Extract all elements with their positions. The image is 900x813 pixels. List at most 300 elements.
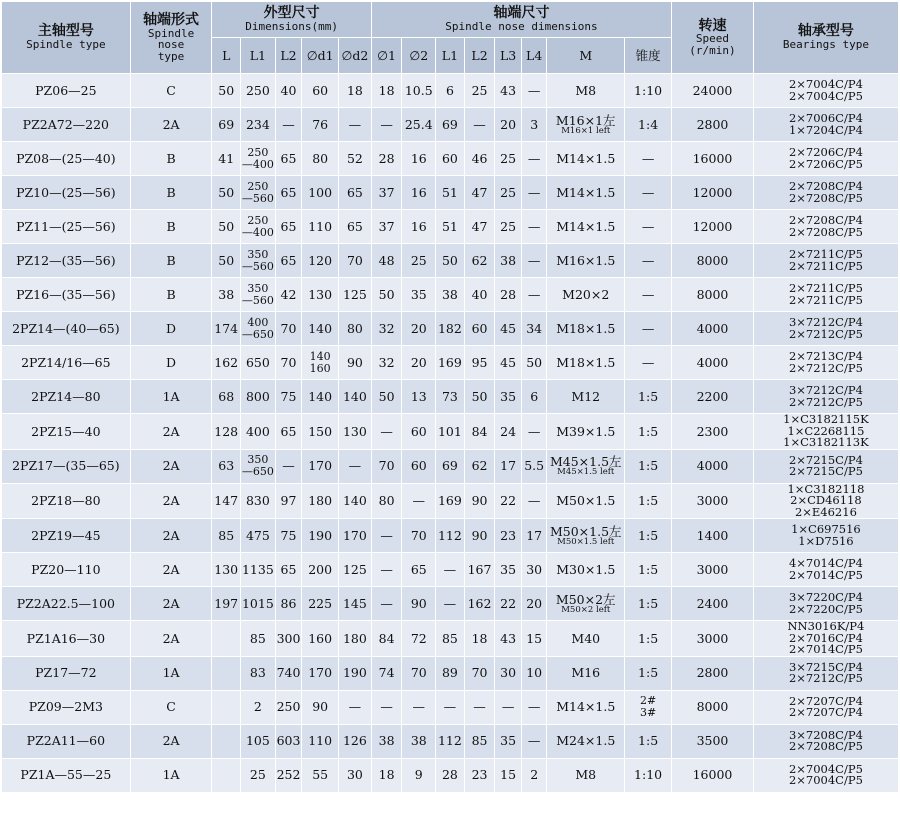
- thread-spec: M14×1.5: [556, 218, 616, 234]
- cell-bearings-line: 2×7211C/P5: [788, 281, 863, 295]
- cell-nL3: 25: [495, 210, 522, 244]
- cell-L1: [241, 690, 276, 724]
- cell-L: 147: [212, 483, 241, 519]
- cell-taper-line: —: [641, 252, 655, 268]
- cell-nL4: —: [521, 142, 547, 176]
- cell-L2: 65: [275, 414, 302, 450]
- cell-L1-line: —400: [241, 157, 274, 171]
- cell-n2: 13: [402, 380, 436, 414]
- header-model-zh: 主轴型号: [37, 23, 94, 40]
- cell-taper: [625, 483, 672, 519]
- thread-spec: M8: [575, 767, 597, 783]
- table-row: [2, 176, 899, 210]
- cell-d1: [302, 244, 339, 278]
- cell-nose: 1A: [130, 758, 212, 792]
- cell-speed: 12000: [672, 176, 754, 210]
- cell-nL1: 85: [436, 621, 465, 657]
- thread-spec: M14×1.5: [556, 184, 616, 200]
- cell-nL2: 62: [464, 449, 495, 483]
- cell-M: [547, 449, 625, 483]
- cell-d1: [302, 142, 339, 176]
- cell-L1-line: 1135: [241, 561, 274, 577]
- cell-d2: 130: [339, 414, 372, 450]
- cell-L1: [241, 449, 276, 483]
- cell-n1: 37: [371, 176, 402, 210]
- cell-M: [547, 519, 625, 553]
- cell-nose: 2A: [130, 414, 212, 450]
- thread-spec: M16: [571, 665, 601, 681]
- cell-nL1: —: [436, 587, 465, 621]
- cell-L1: [241, 414, 276, 450]
- cell-taper: [625, 690, 672, 724]
- cell-taper: [625, 553, 672, 587]
- cell-L1-line: 2: [253, 699, 262, 715]
- cell-nL2: 162: [464, 587, 495, 621]
- cell-L: 197: [212, 587, 241, 621]
- cell-taper: [625, 74, 672, 108]
- cell-d2: 145: [339, 587, 372, 621]
- cell-M: [547, 621, 625, 657]
- cell-d2: 18: [339, 74, 372, 108]
- cell-taper-line: 1:5: [638, 527, 659, 543]
- cell-nose: 2A: [130, 587, 212, 621]
- cell-nL2: 167: [464, 553, 495, 587]
- cell-nose: B: [130, 176, 212, 210]
- cell-M: [547, 553, 625, 587]
- cell-nL1: 112: [436, 519, 465, 553]
- cell-bearings-line: 2×7211C/P5: [788, 292, 863, 307]
- cell-nL4: —: [521, 724, 547, 758]
- thread-spec: M30×1.5: [556, 561, 616, 577]
- cell-n1: 38: [371, 724, 402, 758]
- table-row: [2, 108, 899, 142]
- cell-model: PZ2A22.5—100: [2, 587, 131, 621]
- thread-spec: M12: [571, 388, 601, 404]
- header-speed: [672, 2, 754, 74]
- cell-L2: 65: [275, 244, 302, 278]
- cell-nL1: 28: [436, 758, 465, 792]
- cell-taper-line: 1:5: [638, 458, 659, 474]
- cell-L1: [241, 278, 276, 312]
- cell-n2: 20: [402, 312, 436, 346]
- cell-nose: C: [130, 74, 212, 108]
- cell-taper-line: 1:5: [638, 595, 659, 611]
- cell-L1-line: 350: [247, 281, 269, 295]
- cell-d2: 52: [339, 142, 372, 176]
- cell-bearings-line: 2×7207C/P4: [788, 705, 863, 719]
- cell-L1-line: 85: [249, 630, 266, 646]
- subheader-cell: ∅d2: [339, 38, 372, 74]
- cell-bearings-line: 2×7208C/P4: [788, 179, 863, 193]
- cell-speed: 4000: [672, 312, 754, 346]
- cell-L1-line: 350: [247, 453, 269, 467]
- cell-L1: [241, 621, 276, 657]
- thread-spec: M50×2左: [555, 591, 616, 607]
- cell-bearings-line: 2×7004C/P5: [788, 88, 863, 103]
- cell-M: [547, 278, 625, 312]
- cell-n1: 80: [371, 483, 402, 519]
- cell-nL4: —: [521, 244, 547, 278]
- cell-L: [212, 656, 241, 690]
- subheader-cell: ∅d1: [302, 38, 339, 74]
- cell-bearings-line: 1×C2268115: [787, 423, 865, 438]
- cell-bearings: [753, 553, 898, 587]
- cell-nL3: 35: [495, 553, 522, 587]
- cell-bearings: [753, 621, 898, 657]
- cell-n2: 60: [402, 449, 436, 483]
- cell-taper-line: 3#: [639, 706, 657, 719]
- thread-spec-note: M45×1.5 left: [557, 467, 615, 478]
- cell-nL2: 90: [464, 519, 495, 553]
- cell-nL3: 30: [495, 656, 522, 690]
- subheader-cell: M: [547, 38, 625, 74]
- cell-n2: —: [402, 690, 436, 724]
- cell-nose: B: [130, 142, 212, 176]
- cell-d1-line: 110: [308, 218, 333, 234]
- cell-n1: —: [371, 519, 402, 553]
- table-row: [2, 758, 899, 792]
- cell-L2: 603: [275, 724, 302, 758]
- cell-L1: [241, 656, 276, 690]
- cell-n1: 18: [371, 74, 402, 108]
- cell-d1: [302, 656, 339, 690]
- thread-spec: M50×1.5左: [549, 523, 622, 539]
- header-nose-type-zh: 轴端形式: [143, 11, 200, 28]
- cell-bearings: [753, 483, 898, 519]
- header-dimensions: [212, 2, 371, 38]
- cell-M: [547, 176, 625, 210]
- header-nose-type-en3: type: [157, 49, 185, 63]
- cell-nL4: 5.5: [521, 449, 547, 483]
- cell-d1: [302, 553, 339, 587]
- cell-L2: 40: [275, 74, 302, 108]
- cell-L2: 300: [275, 621, 302, 657]
- cell-taper: [625, 210, 672, 244]
- cell-taper: [625, 449, 672, 483]
- cell-nL3: 22: [495, 483, 522, 519]
- cell-n2: 90: [402, 587, 436, 621]
- cell-bearings-line: 2×7014C/P5: [788, 567, 863, 582]
- cell-bearings: [753, 176, 898, 210]
- cell-d1-line: 76: [312, 116, 329, 132]
- cell-bearings-line: 3×7212C/P4: [788, 383, 863, 397]
- cell-nose: 2A: [130, 108, 212, 142]
- header-bearings: [753, 2, 898, 74]
- cell-nL2: 47: [464, 176, 495, 210]
- cell-speed: 2800: [672, 656, 754, 690]
- cell-n2: 35: [402, 278, 436, 312]
- cell-n1: —: [371, 690, 402, 724]
- cell-nL3: 45: [495, 312, 522, 346]
- cell-d2: 170: [339, 519, 372, 553]
- cell-speed: 2800: [672, 108, 754, 142]
- cell-nL1: 73: [436, 380, 465, 414]
- cell-nose: B: [130, 244, 212, 278]
- cell-bearings: [753, 449, 898, 483]
- cell-d1: [302, 449, 339, 483]
- cell-taper-line: —: [641, 150, 655, 166]
- table-row: [2, 724, 899, 758]
- cell-nose: 1A: [130, 656, 212, 690]
- cell-nL3: 45: [495, 346, 522, 380]
- cell-speed: 16000: [672, 758, 754, 792]
- cell-model: 2PZ18—80: [2, 483, 131, 519]
- cell-bearings-line: 2×7211C/P5: [788, 258, 863, 273]
- cell-L1-line: —650: [241, 327, 274, 341]
- cell-bearings-line: 2×7207C/P4: [788, 693, 863, 708]
- cell-nL3: 35: [495, 724, 522, 758]
- cell-bearings: [753, 346, 898, 380]
- cell-n1: 32: [371, 312, 402, 346]
- cell-L1: [241, 519, 276, 553]
- cell-n2: 9: [402, 758, 436, 792]
- cell-L2: 70: [275, 346, 302, 380]
- header-nose-dimensions: [371, 2, 671, 38]
- cell-n2: 16: [402, 142, 436, 176]
- cell-bearings: [753, 414, 898, 450]
- cell-nL1: —: [436, 553, 465, 587]
- thread-spec: M8: [575, 82, 597, 98]
- cell-bearings: [753, 724, 898, 758]
- cell-n2: 16: [402, 210, 436, 244]
- cell-n2: 10.5: [402, 74, 436, 108]
- cell-nL2: —: [464, 690, 495, 724]
- table-row: [2, 587, 899, 621]
- cell-bearings-line: 2×7208C/P4: [788, 213, 863, 227]
- cell-nL3: 23: [495, 519, 522, 553]
- cell-n2: 20: [402, 346, 436, 380]
- cell-bearings-line: 2×7004C/P5: [788, 761, 863, 776]
- subheader-cell: L1: [436, 38, 465, 74]
- cell-bearings-line: 2×7206C/P4: [788, 145, 863, 159]
- table-row: [2, 414, 899, 450]
- cell-bearings: [753, 108, 898, 142]
- cell-taper-line: 1:5: [638, 423, 659, 439]
- cell-d1-line: 160: [309, 361, 331, 375]
- cell-L1-line: 400: [245, 423, 270, 439]
- cell-taper: [625, 244, 672, 278]
- spindle-spec-table: [1, 1, 899, 793]
- cell-d2: 140: [339, 483, 372, 519]
- header-model: [2, 2, 131, 74]
- cell-nL4: 17: [521, 519, 547, 553]
- cell-L: 174: [212, 312, 241, 346]
- cell-d1-line: 150: [308, 423, 333, 439]
- cell-L: 63: [212, 449, 241, 483]
- cell-nL2: —: [464, 108, 495, 142]
- cell-speed: 3000: [672, 483, 754, 519]
- cell-n2: —: [402, 483, 436, 519]
- cell-bearings-line: 2×E46216: [794, 504, 857, 519]
- cell-d2: 125: [339, 278, 372, 312]
- cell-L2: 75: [275, 519, 302, 553]
- cell-bearings: [753, 380, 898, 414]
- cell-d2: 80: [339, 312, 372, 346]
- cell-n1: —: [371, 108, 402, 142]
- cell-L1: [241, 758, 276, 792]
- cell-L: 50: [212, 210, 241, 244]
- cell-L2: 65: [275, 176, 302, 210]
- cell-bearings-line: 2×7016C/P4: [788, 630, 863, 645]
- cell-taper-line: 1:5: [638, 665, 659, 681]
- cell-bearings-line: 2×CD46118: [790, 493, 862, 507]
- cell-M: [547, 587, 625, 621]
- cell-nL3: 25: [495, 176, 522, 210]
- cell-n1: 70: [371, 449, 402, 483]
- cell-taper-line: 1:10: [634, 767, 663, 783]
- cell-bearings-line: 3×7212C/P4: [788, 315, 863, 329]
- cell-bearings: [753, 519, 898, 553]
- cell-d2: 180: [339, 621, 372, 657]
- cell-d1: [302, 414, 339, 450]
- cell-taper-line: —: [641, 184, 655, 200]
- cell-M: [547, 142, 625, 176]
- header-bearings-en: Bearings type: [782, 38, 869, 52]
- cell-n1: 50: [371, 278, 402, 312]
- cell-L1-line: 400: [247, 315, 269, 329]
- cell-nL3: 43: [495, 621, 522, 657]
- cell-taper: [625, 176, 672, 210]
- cell-d2: 126: [339, 724, 372, 758]
- cell-model: 2PZ14—80: [2, 380, 131, 414]
- cell-nL4: 2: [521, 758, 547, 792]
- cell-d1-line: 140: [308, 320, 333, 336]
- cell-L2: —: [275, 108, 302, 142]
- cell-d1: [302, 483, 339, 519]
- cell-nL1: 69: [436, 449, 465, 483]
- cell-n2: 60: [402, 414, 436, 450]
- cell-model: PZ06—25: [2, 74, 131, 108]
- cell-nL3: 17: [495, 449, 522, 483]
- thread-spec: M45×1.5左: [549, 454, 622, 470]
- cell-d1: [302, 346, 339, 380]
- cell-nL4: 20: [521, 587, 547, 621]
- cell-nL2: 46: [464, 142, 495, 176]
- cell-d1-line: 100: [308, 184, 333, 200]
- cell-bearings-line: 1×C3182118: [787, 483, 865, 496]
- cell-nL1: 60: [436, 142, 465, 176]
- cell-n1: 18: [371, 758, 402, 792]
- cell-speed: 8000: [672, 244, 754, 278]
- cell-d1-line: 130: [308, 286, 333, 302]
- cell-speed: 3000: [672, 553, 754, 587]
- cell-taper-line: —: [641, 286, 655, 302]
- cell-nL4: —: [521, 483, 547, 519]
- cell-taper-line: 1:5: [638, 733, 659, 749]
- cell-n1: —: [371, 587, 402, 621]
- cell-bearings-line: 2×7206C/P5: [788, 156, 863, 171]
- cell-bearings-line: 2×7006C/P4: [788, 111, 863, 125]
- cell-d1: [302, 587, 339, 621]
- thread-spec: M39×1.5: [556, 423, 616, 439]
- cell-nL4: —: [521, 74, 547, 108]
- cell-d2: 65: [339, 210, 372, 244]
- cell-model: 2PZ17—(35—65): [2, 449, 131, 483]
- cell-d1-line: 190: [308, 527, 333, 543]
- cell-nL2: 95: [464, 346, 495, 380]
- cell-L2: 65: [275, 210, 302, 244]
- cell-d1: [302, 74, 339, 108]
- cell-nL4: —: [521, 278, 547, 312]
- header-nose-type: [130, 2, 212, 74]
- cell-n1: —: [371, 553, 402, 587]
- cell-L1-line: 234: [245, 116, 270, 132]
- table-row: [2, 553, 899, 587]
- cell-d1: [302, 621, 339, 657]
- cell-d2: 70: [339, 244, 372, 278]
- cell-nL3: —: [495, 690, 522, 724]
- header-nose-dimensions-en: Spindle nose dimensions: [445, 20, 598, 34]
- cell-d2: 140: [339, 380, 372, 414]
- cell-L1: [241, 176, 276, 210]
- cell-d1: [302, 176, 339, 210]
- cell-L1-line: 83: [249, 665, 266, 681]
- cell-d1: [302, 278, 339, 312]
- cell-taper-line: 1:5: [638, 493, 659, 509]
- subheader-cell: L2: [464, 38, 495, 74]
- cell-taper-line: —: [641, 320, 655, 336]
- cell-d1-line: 110: [308, 733, 333, 749]
- cell-bearings: [753, 74, 898, 108]
- cell-n1: 74: [371, 656, 402, 690]
- cell-nL1: 182: [436, 312, 465, 346]
- cell-nL1: 51: [436, 176, 465, 210]
- cell-L: 68: [212, 380, 241, 414]
- cell-n1: —: [371, 414, 402, 450]
- cell-L1-line: 475: [245, 527, 270, 543]
- cell-d2: 65: [339, 176, 372, 210]
- cell-bearings-line: 1×7204C/P4: [788, 122, 863, 137]
- cell-bearings-line: NN3016K/P4: [787, 620, 865, 633]
- cell-d1: [302, 210, 339, 244]
- cell-model: 2PZ14—(40—65): [2, 312, 131, 346]
- cell-d1-line: 120: [308, 252, 333, 268]
- cell-bearings-line: 2×7212C/P5: [788, 671, 863, 685]
- cell-L1-line: —560: [241, 259, 274, 273]
- cell-L1: [241, 553, 276, 587]
- header-bearings-zh: 轴承型号: [797, 23, 854, 40]
- cell-nL3: 24: [495, 414, 522, 450]
- cell-d1: [302, 380, 339, 414]
- cell-nL3: 35: [495, 380, 522, 414]
- thread-spec-note: M50×2 left: [561, 604, 611, 615]
- cell-taper-line: 1:10: [634, 82, 663, 98]
- cell-model: PZ1A—55—25: [2, 758, 131, 792]
- cell-L: 162: [212, 346, 241, 380]
- cell-L1-line: 250: [247, 179, 269, 193]
- cell-d2: —: [339, 108, 372, 142]
- cell-bearings: [753, 210, 898, 244]
- cell-taper: [625, 142, 672, 176]
- cell-speed: 2200: [672, 380, 754, 414]
- cell-d1-line: 160: [308, 630, 333, 646]
- cell-model: PZ1A16—30: [2, 621, 131, 657]
- thread-spec: M16×1.5: [556, 252, 616, 268]
- cell-L1: [241, 108, 276, 142]
- cell-n1: 32: [371, 346, 402, 380]
- thread-spec: M40: [571, 630, 601, 646]
- cell-speed: 2300: [672, 414, 754, 450]
- cell-taper-line: —: [641, 354, 655, 370]
- thread-spec: M16×1左: [555, 112, 616, 128]
- cell-taper-line: 1:5: [638, 630, 659, 646]
- cell-bearings-line: 3×7208C/P4: [788, 727, 863, 742]
- cell-L: 50: [212, 74, 241, 108]
- cell-nL1: 112: [436, 724, 465, 758]
- cell-n1: 37: [371, 210, 402, 244]
- cell-nose: 2A: [130, 621, 212, 657]
- cell-taper: [625, 656, 672, 690]
